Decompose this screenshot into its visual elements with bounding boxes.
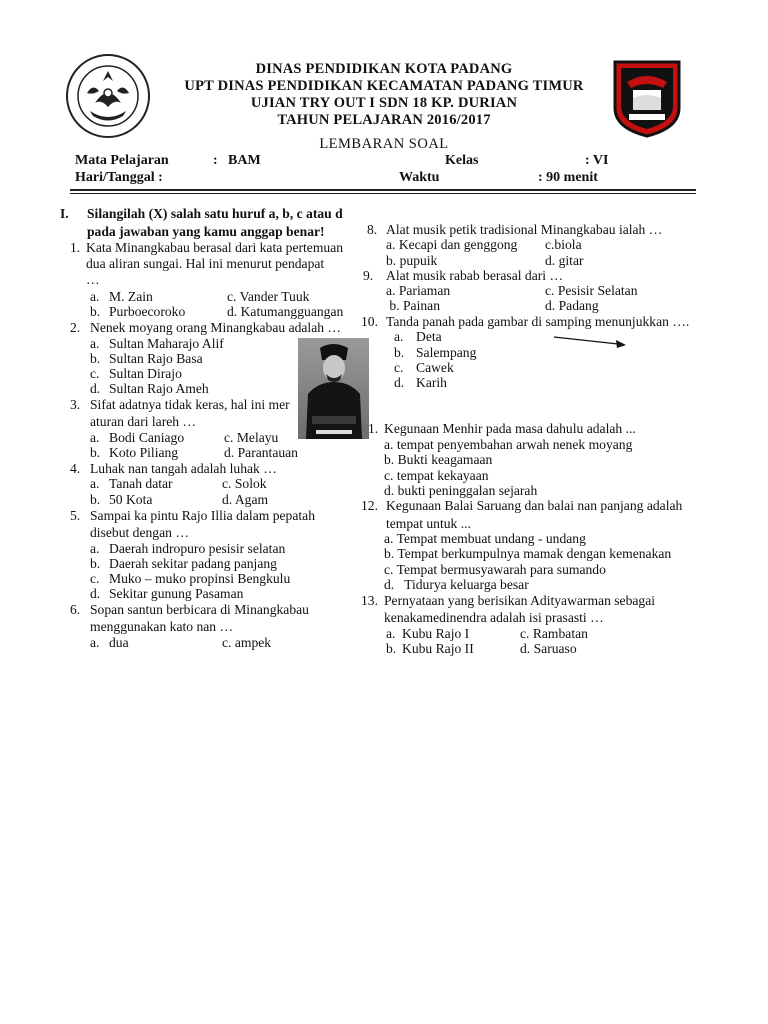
q12-option-b[interactable]: b. Tempat berkumpulnya mamak dengan kemenakan: [384, 546, 672, 561]
header-divider-thin: [70, 193, 696, 194]
q2-option-a[interactable]: Sultan Maharajo Alif: [109, 336, 224, 351]
q8-text: Alat musik petik tradisional Minangkabau ialah …: [386, 222, 663, 237]
q9-text: Alat musik rabab berasal dari …: [386, 268, 564, 283]
q13-number: 13.: [361, 593, 378, 608]
q9-option-b[interactable]: b. Painan: [386, 298, 440, 313]
q11-option-b[interactable]: b. Bukti keagamaan: [384, 452, 493, 467]
q3-option-c[interactable]: c. Melayu: [224, 430, 279, 445]
q10-text: Tanda panah pada gambar di samping menunjukkan ….: [386, 314, 690, 329]
q5-option-c[interactable]: Muko – muko propinsi Bengkulu: [109, 571, 291, 586]
class-value: : VI: [585, 153, 609, 168]
q12-number: 12.: [361, 498, 378, 513]
q3-option-a-letter[interactable]: a.: [90, 430, 100, 445]
q1-option-d[interactable]: d. Katumangguangan: [227, 304, 344, 319]
q10-option-c[interactable]: Cawek: [416, 360, 454, 375]
header-divider-thick: [70, 189, 696, 191]
q12-option-a[interactable]: a. Tempat membuat undang - undang: [384, 531, 586, 546]
time-label: Waktu: [399, 170, 440, 185]
q10-option-c-letter[interactable]: c.: [394, 360, 404, 375]
q12-text-1: Kegunaan Balai Saruang dan balai nan panjang adalah: [386, 498, 683, 513]
q13-option-b[interactable]: Kubu Rajo II: [402, 641, 474, 656]
q13-option-d[interactable]: d. Saruaso: [520, 641, 577, 656]
q10-option-d-letter[interactable]: d.: [394, 375, 405, 390]
q10-option-b[interactable]: Salempang: [416, 345, 477, 360]
q13-text-2: kenakamedinendra adalah isi prasasti …: [384, 610, 604, 625]
q1-option-b-letter[interactable]: b.: [90, 304, 101, 319]
q3-option-a[interactable]: Bodi Caniago: [109, 430, 185, 445]
header-line-2: UPT DINAS PENDIDIKAN KECAMATAN PADANG TIMUR: [184, 78, 584, 94]
q4-text: Luhak nan tangah adalah luhak …: [90, 461, 277, 476]
q10-number: 10.: [361, 314, 378, 329]
q10-option-b-letter[interactable]: b.: [394, 345, 405, 360]
q6-number: 6.: [70, 602, 81, 617]
header-line-3: UJIAN TRY OUT I SDN 18 KP. DURIAN: [250, 95, 518, 111]
q11-option-d[interactable]: d. bukti peninggalan sejarah: [384, 483, 538, 498]
q8-option-a[interactable]: a. Kecapi dan genggong: [386, 237, 518, 252]
q5-text-1: Sampai ka pintu Rajo Illia dalam pepatah: [90, 508, 315, 523]
q1-text-2: dua aliran sungai. Hal ini menurut pendapat: [86, 256, 325, 271]
q5-option-d[interactable]: Sekitar gunung Pasaman: [109, 586, 244, 601]
q2-option-d-letter[interactable]: d.: [90, 381, 101, 396]
q11-option-c[interactable]: c. tempat kekayaan: [384, 468, 489, 483]
q4-option-a-letter[interactable]: a.: [90, 476, 100, 491]
q3-text-2: aturan dari lareh …: [90, 414, 197, 429]
q6-option-c[interactable]: c. ampek: [222, 635, 272, 650]
class-label: Kelas: [445, 153, 479, 168]
q3-option-b[interactable]: Koto Piliang: [109, 445, 179, 460]
q2-option-c-letter[interactable]: c.: [90, 366, 100, 381]
q9-option-c[interactable]: c. Pesisir Selatan: [545, 283, 638, 298]
q5-option-b-letter[interactable]: b.: [90, 556, 101, 571]
q4-number: 4.: [70, 461, 81, 476]
q4-option-a[interactable]: Tanah datar: [109, 476, 173, 491]
q1-option-b[interactable]: Purboecoroko: [109, 304, 186, 319]
q8-option-d[interactable]: d. gitar: [545, 253, 584, 268]
header-line-1: DINAS PENDIDIKAN KOTA PADANG: [255, 61, 513, 77]
q5-text-2: disebut dengan …: [90, 525, 189, 540]
q4-option-c[interactable]: c. Solok: [222, 476, 267, 491]
q10-option-a-letter[interactable]: a.: [394, 329, 404, 344]
q12-text-2: tempat untuk ...: [386, 516, 471, 531]
q3-text-1: Sifat adatnya tidak keras, hal ini mer: [90, 397, 290, 412]
pointer-arrow-icon: [552, 334, 628, 350]
q2-text: Nenek moyang orang Minangkabau adalah …: [90, 320, 342, 335]
q1-text-1: Kata Minangkabau berasal dari kata pertemuan: [86, 240, 344, 255]
q13-option-a-letter[interactable]: a.: [386, 626, 396, 641]
q13-option-b-letter[interactable]: b.: [386, 641, 397, 656]
q11-text: Kegunaan Menhir pada masa dahulu adalah ...: [384, 421, 636, 436]
q5-number: 5.: [70, 508, 81, 523]
q5-option-d-letter[interactable]: d.: [90, 586, 101, 601]
time-value: : 90 menit: [538, 170, 598, 185]
subject-separator: :: [213, 153, 218, 168]
q2-option-a-letter[interactable]: a.: [90, 336, 100, 351]
q8-option-c[interactable]: c.biola: [545, 237, 582, 252]
q9-number: 9.: [363, 268, 374, 283]
q2-option-c[interactable]: Sultan Dirajo: [109, 366, 182, 381]
q12-option-d[interactable]: d. Tidurya keluarga besar: [384, 577, 529, 592]
q4-option-b-letter[interactable]: b.: [90, 492, 101, 507]
q6-text-2: menggunakan kato nan …: [90, 619, 234, 634]
q3-option-d[interactable]: d. Parantauan: [224, 445, 298, 460]
q11-option-a[interactable]: a. tempat penyembahan arwah nenek moyang: [384, 437, 633, 452]
q5-option-a[interactable]: Daerah indropuro pesisir selatan: [109, 541, 286, 556]
q10-option-d[interactable]: Karih: [416, 375, 447, 390]
section-instruction-2: pada jawaban yang kamu anggap benar!: [87, 224, 325, 239]
q6-option-a-letter[interactable]: a.: [90, 635, 100, 650]
q12-option-c[interactable]: c. Tempat bermusyawarah para sumando: [384, 562, 606, 577]
q3-number: 3.: [70, 397, 81, 412]
traditional-attire-photo: [298, 338, 369, 439]
q1-option-a-letter[interactable]: a.: [90, 289, 100, 304]
q2-number: 2.: [70, 320, 81, 335]
subject-label: Mata Pelajaran: [75, 153, 169, 168]
q1-option-a[interactable]: M. Zain: [109, 289, 153, 304]
q4-option-b[interactable]: 50 Kota: [109, 492, 153, 507]
q1-number: 1.: [70, 240, 81, 255]
section-number: I.: [60, 206, 69, 221]
q1-option-c[interactable]: c. Vander Tuuk: [227, 289, 310, 304]
day-date-label: Hari/Tanggal :: [75, 170, 163, 185]
q2-option-b[interactable]: Sultan Rajo Basa: [109, 351, 203, 366]
q5-option-c-letter[interactable]: c.: [90, 571, 100, 586]
q8-number: 8.: [367, 222, 378, 237]
q6-option-a[interactable]: dua: [109, 635, 129, 650]
q2-option-b-letter[interactable]: b.: [90, 351, 101, 366]
q6-text-1: Sopan santun berbicara di Minangkabau: [90, 602, 309, 617]
q9-option-d[interactable]: d. Padang: [545, 298, 599, 313]
q13-option-a[interactable]: Kubu Rajo I: [402, 626, 470, 641]
section-instruction-1: Silangilah (X) salah satu huruf a, b, c atau d: [87, 206, 343, 221]
q1-text-3: …: [86, 272, 100, 287]
q2-option-d[interactable]: Sultan Rajo Ameh: [109, 381, 209, 396]
sheet-title: LEMBARAN SOAL: [319, 136, 449, 152]
subject-value: BAM: [228, 153, 261, 168]
q8-option-b[interactable]: b. pupuik: [386, 253, 438, 268]
q5-option-a-letter[interactable]: a.: [90, 541, 100, 556]
q3-option-b-letter[interactable]: b.: [90, 445, 101, 460]
q11-number: 1.: [368, 421, 379, 436]
header-line-4: TAHUN PELAJARAN 2016/2017: [277, 112, 491, 128]
q13-option-c[interactable]: c. Rambatan: [520, 626, 588, 641]
q9-option-a[interactable]: a. Pariaman: [386, 283, 451, 298]
q4-option-d[interactable]: d. Agam: [222, 492, 269, 507]
q10-option-a[interactable]: Deta: [416, 329, 442, 344]
q5-option-b[interactable]: Daerah sekitar padang panjang: [109, 556, 277, 571]
q13-text-1: Pernyataan yang berisikan Adityawarman sebagai: [384, 593, 656, 608]
